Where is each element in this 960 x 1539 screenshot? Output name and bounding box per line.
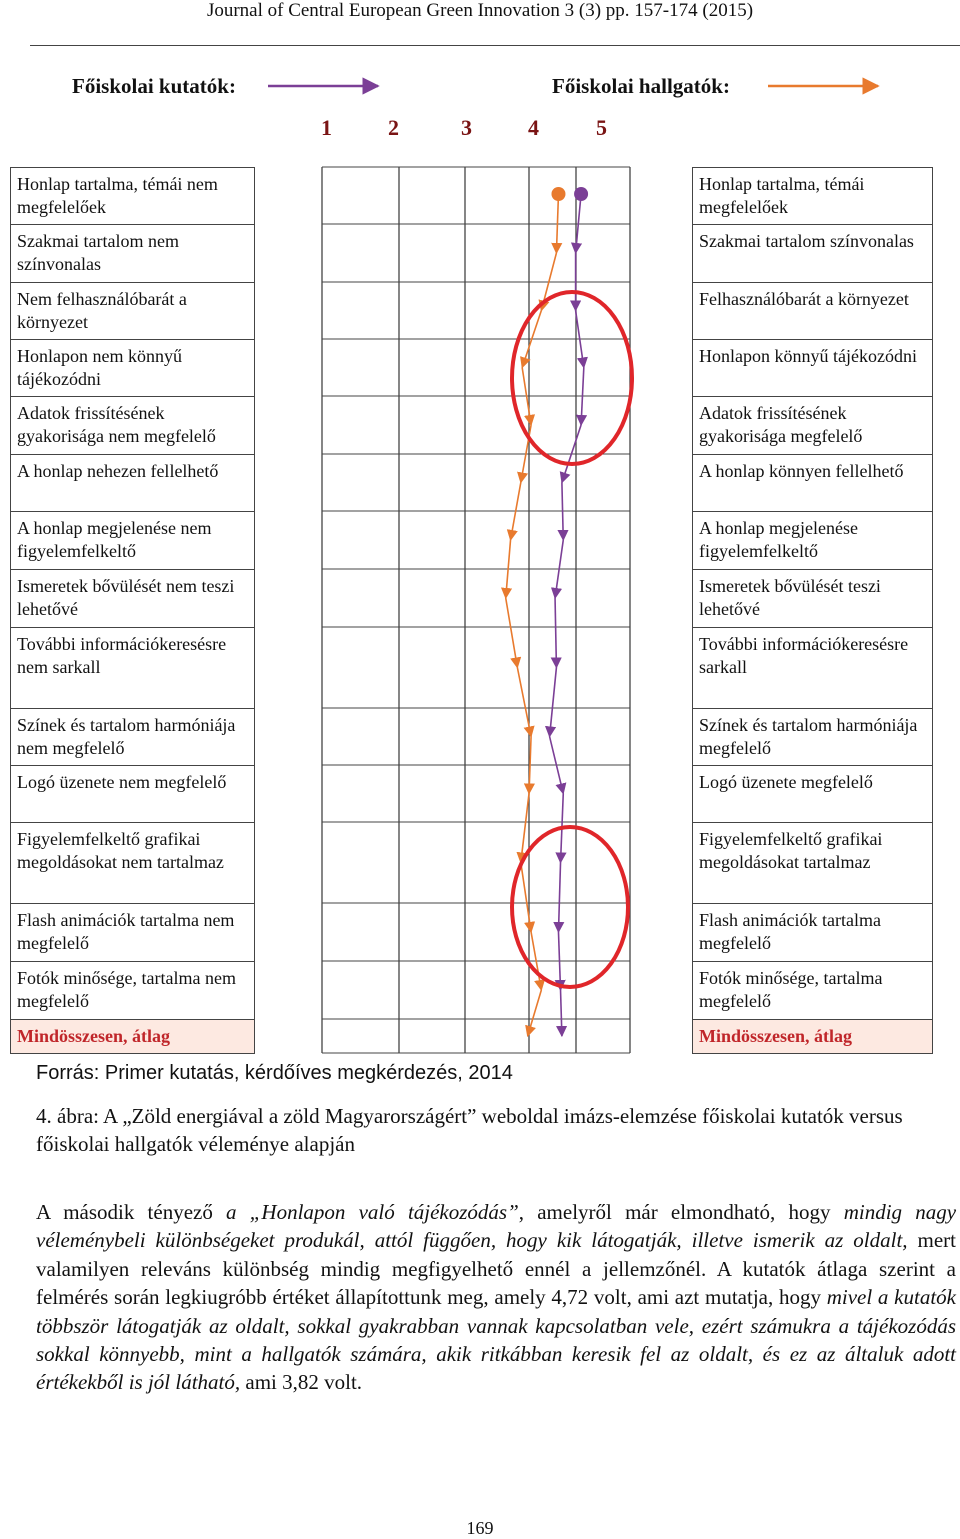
- paragraph-text: ami 3,82 volt.: [240, 1370, 363, 1395]
- right-attribute-4: Honlapon könnyű tájékozódni: [692, 339, 933, 397]
- right-attribute-5: Adatok frissítésének gyakorisága megfelelő: [692, 396, 933, 455]
- right-attribute-15: Mindösszesen, átlag: [692, 1019, 933, 1054]
- series-1-segment-6: [562, 483, 563, 541]
- paragraph-text: , amelyről már elmondható, hogy: [518, 1200, 844, 1224]
- scale-tick-4: 4: [528, 115, 539, 140]
- chart-grid: [322, 167, 630, 1053]
- figure-caption: 4. ábra: A „Zöld energiával a zöld Magyarországért” weboldal imázs-elemzése főiskolai kutatók versus főiskolai hallgatók véleménye alapján: [36, 1104, 903, 1156]
- left-attribute-12: Figyelemfelkeltő grafikai megoldásokat nem tartalmaz: [10, 822, 255, 904]
- left-attribute-6: A honlap nehezen fellelhető: [10, 454, 255, 512]
- left-attribute-7: A honlap megjelenése nem figyelemfelkeltő: [10, 511, 255, 570]
- right-attribute-10: Színek és tartalom harmóniája megfelelő: [692, 708, 933, 766]
- right-attribute-6: A honlap könnyen fellelhető: [692, 454, 933, 512]
- left-attribute-9: További információkeresésre nem sarkall: [10, 627, 255, 709]
- series-1-segment-13: [558, 932, 560, 990]
- left-attribute-5: Adatok frissítésének gyakorisága nem megfelelő: [10, 396, 255, 455]
- scale-tick-3: 3: [461, 115, 472, 140]
- left-attribute-15: Mindösszesen, átlag: [10, 1019, 255, 1054]
- series-2-segment-1: [556, 194, 558, 253]
- legend-researchers-label: Főiskolai kutatók:: [72, 74, 236, 98]
- right-attribute-8: Ismeretek bővülését teszi lehetővé: [692, 569, 933, 628]
- paragraph-text: A második tényező: [36, 1200, 227, 1224]
- series-1-segment-9: [550, 668, 557, 737]
- figure-source: Forrás: Primer kutatás, kérdőíves megkérdezés, 2014: [36, 1062, 513, 1084]
- right-attribute-14: Fotók minősége, tartalma megfelelő: [692, 961, 933, 1020]
- right-attribute-9: További információkeresésre sarkall: [692, 627, 933, 709]
- left-attribute-4: Honlapon nem könnyű tájékozódni: [10, 339, 255, 397]
- series-1-segment-8: [555, 598, 556, 668]
- left-attribute-11: Logó üzenete nem megfelelő: [10, 765, 255, 823]
- scale-tick-2: 2: [388, 115, 399, 140]
- series-2-start-point: [551, 187, 565, 201]
- left-attribute-8: Ismeretek bővülését nem teszi lehetővé: [10, 569, 255, 628]
- left-attribute-10: Színek és tartalom harmóniája nem megfelelő: [10, 708, 255, 766]
- right-attribute-7: A honlap megjelenése figyelemfelkeltő: [692, 511, 933, 570]
- right-attribute-13: Flash animációk tartalma megfelelő: [692, 903, 933, 962]
- right-attribute-2: Szakmai tartalom színvonalas: [692, 224, 933, 283]
- page-number: 169: [466, 1518, 494, 1538]
- highlight-ellipse-upper: [512, 292, 632, 464]
- legend-students-label: Főiskolai hallgatók:: [552, 74, 730, 98]
- left-attribute-2: Szakmai tartalom nem színvonalas: [10, 224, 255, 283]
- right-attribute-3: Felhasználóbarát a környezet: [692, 282, 933, 340]
- left-attribute-14: Fotók minősége, tartalma nem megfelelő: [10, 961, 255, 1020]
- left-attribute-13: Flash animációk tartalma nem megfelelő: [10, 903, 255, 962]
- series-2-segment-14: [528, 990, 542, 1036]
- paragraph-emphasis: mivel a kutatók többször látogatják az oldalt, sokkal gyakrabban vannak kapcsolatban vele, ezért számukra a tájékozódás sokkal könnyebb, mint a hallgatók számára, akik ritkábban keresik fel az oldalt, és ez az általuk adott értékekből is jól látható,: [36, 1285, 956, 1395]
- left-attribute-3: Nem felhasználóbarát a környezet: [10, 282, 255, 340]
- scale-tick-5: 5: [596, 115, 607, 140]
- paragraph-text: mert valamilyen releváns különbség mindig megfigyelhető ennél a jellemzőnél. A kutatók átlaga szerint a felmérés során legkiugróbb értéket állapítottunk meg, amely 4,72 volt, ami azt mutatja, hogy: [36, 1228, 957, 1310]
- series-2-segment-8: [506, 598, 518, 668]
- series-1-segment-14: [561, 990, 562, 1036]
- scale-tick-1: 1: [321, 115, 332, 140]
- series-1-start-point: [574, 187, 588, 201]
- series-1-segment-12: [558, 863, 560, 933]
- body-paragraph: [36, 1198, 956, 1397]
- paragraph-emphasis: mindig nagy véleménybeli különbségeket produkál, attól függően, hogy kik látogatják, illetve ismerik az oldalt,: [36, 1200, 957, 1253]
- right-attribute-12: Figyelemfelkeltő grafikai megoldásokat tartalmaz: [692, 822, 933, 904]
- paragraph-emphasis: a „Honlapon való tájékozódás”: [226, 1200, 519, 1224]
- right-attribute-11: Logó üzenete megfelelő: [692, 765, 933, 823]
- journal-header: Journal of Central European Green Innovation 3 (3) pp. 157-174 (2015): [206, 0, 754, 21]
- left-attribute-1: Honlap tartalma, témái nem megfelelőek: [10, 167, 255, 225]
- right-attribute-1: Honlap tartalma, témái megfelelőek: [692, 167, 933, 225]
